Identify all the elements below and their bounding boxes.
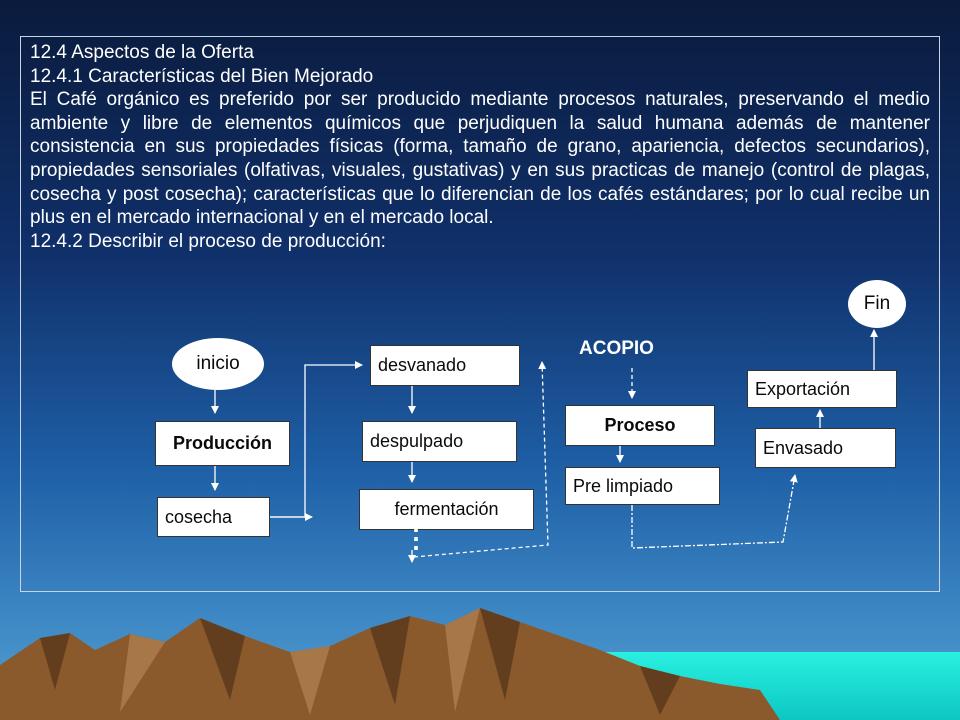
node-produccion: Producción: [155, 421, 290, 466]
node-despulpado: despulpado: [362, 421, 517, 462]
ellipsis-dots: ⋮: [403, 523, 429, 553]
section-subheading: 12.4.1 Características del Bien Mejorado: [30, 65, 374, 87]
node-envasado: Envasado: [755, 428, 896, 468]
section-heading: 12.4 Aspectos de la Oferta: [30, 42, 254, 63]
node-fin: Fin: [848, 280, 906, 328]
node-exportacion: Exportación: [747, 370, 897, 408]
node-proceso: Proceso: [565, 405, 715, 446]
body-paragraph: El Café orgánico es preferido por ser producido mediante procesos naturales, preservando el medio ambiente y libre de elementos químicos que perjudiquen la salud humana además de mantener consistencia en sus propiedades físicas (forma, tamaño de grano, apariencia, defectos secundarios), propiedades sensoriales (olfativas, visuales, gustativas) y en sus practicas de manejo (control de plagas, cosecha y post cosecha); características que lo diferencian de los cafés estándares; por lo cual recibe un plus en el mercado internacional y en el mercado local.: [30, 89, 930, 229]
node-cosecha: cosecha: [157, 497, 270, 537]
node-desvanado: desvanado: [370, 345, 520, 386]
node-pre-limpiado: Pre limpiado: [565, 467, 720, 505]
text-block: [30, 41, 930, 253]
node-acopio: ACOPIO: [579, 338, 654, 359]
node-inicio: inicio: [172, 338, 264, 390]
node-fermentacion: fermentación: [359, 489, 534, 530]
process-section-label: 12.4.2 Describir el proceso de producción:: [30, 230, 386, 252]
